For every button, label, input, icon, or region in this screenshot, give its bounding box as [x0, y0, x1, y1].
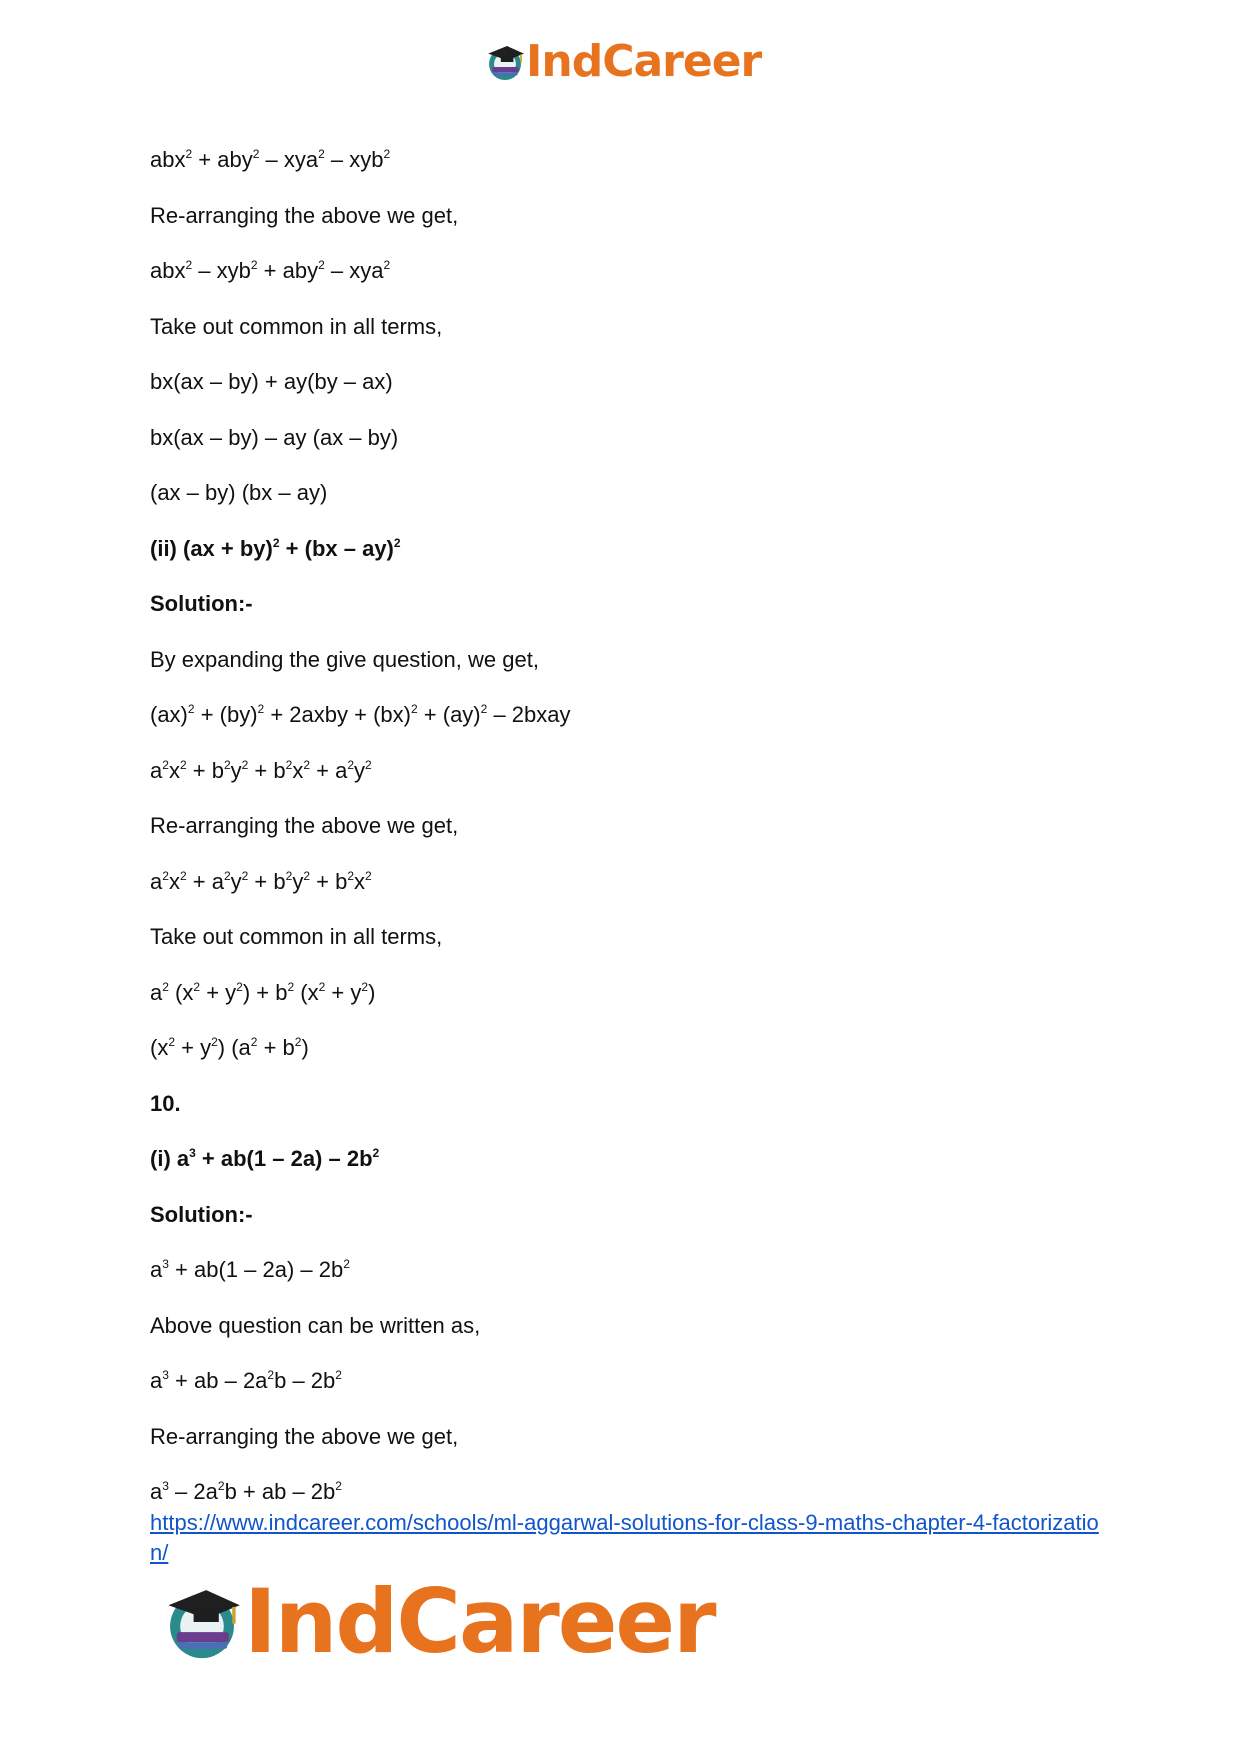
superscript: 2 [393, 535, 401, 550]
superscript: 3 [162, 1479, 169, 1493]
superscript: 2 [252, 147, 260, 161]
source-url-link[interactable]: https://www.indcareer.com/schools/ml-aggarwal-solutions-for-class-9-maths-chapter-4-factorization/ [150, 1510, 1099, 1565]
superscript: 2 [223, 757, 231, 772]
text-line [150, 757, 1110, 785]
text-run: + b [248, 868, 286, 894]
superscript: 2 [335, 1479, 342, 1493]
superscript: 2 [294, 1035, 302, 1049]
text-run: a [150, 1368, 163, 1393]
superscript: 2 [361, 979, 369, 994]
superscript: 2 [383, 258, 391, 272]
text-run: a [150, 979, 163, 1005]
text-run: a [150, 1479, 163, 1504]
superscript: 2 [185, 147, 193, 161]
text-line [150, 1478, 1110, 1506]
superscript: 2 [250, 1035, 258, 1049]
text-run: + (bx – ay) [279, 535, 394, 561]
text-run: + a [310, 757, 348, 783]
superscript: 2 [223, 868, 231, 883]
superscript: 2 [162, 757, 169, 772]
superscript: 2 [193, 979, 201, 994]
text-run: a [150, 757, 163, 783]
footer-logo [160, 1570, 715, 1673]
text-run: (ax – by) (bx – ay) [150, 480, 328, 505]
superscript: 3 [162, 1257, 169, 1271]
text-run: a [150, 868, 163, 894]
text-run: y [230, 757, 242, 783]
text-run: + b [248, 757, 286, 783]
text-line [150, 646, 1110, 674]
text-line [150, 257, 1110, 285]
text-run: 10. [150, 1090, 181, 1116]
text-run: – xyb [192, 258, 251, 283]
text-run: x [168, 868, 180, 894]
text-run: Above question can be written as, [150, 1312, 481, 1338]
text-run: Take out common in all terms, [150, 924, 443, 949]
superscript: 3 [189, 1146, 196, 1160]
superscript: 2 [179, 868, 187, 883]
superscript: 2 [383, 147, 391, 161]
superscript: 2 [211, 1035, 218, 1049]
text-line [150, 424, 1110, 452]
text-run: abx [150, 258, 186, 283]
superscript: 2 [347, 757, 354, 772]
superscript: 2 [410, 702, 418, 716]
text-line [150, 1423, 1110, 1451]
text-run: – 2a [168, 1479, 218, 1504]
superscript: 2 [365, 868, 372, 883]
text-run: (i) a [150, 1146, 190, 1171]
superscript: 2 [187, 702, 195, 716]
graduation-cap-book-icon [160, 1580, 244, 1664]
text-line [150, 923, 1110, 951]
text-run: – xya [324, 258, 384, 283]
text-run: + (by) [194, 702, 258, 727]
text-line [150, 368, 1110, 396]
footer-logo-text: IndCareer [244, 1570, 715, 1673]
text-run: + ab – 2a [168, 1368, 268, 1393]
text-run: x [168, 757, 180, 783]
text-line [150, 1090, 1110, 1118]
text-run: a [150, 1257, 163, 1282]
text-run: + 2axby + (bx) [264, 702, 411, 727]
text-line [150, 1256, 1110, 1284]
text-run: bx(ax – by) – ay (ax – by) [150, 424, 399, 450]
text-line [150, 1034, 1110, 1062]
superscript: 2 [285, 757, 293, 772]
text-run: (x [150, 1035, 169, 1060]
text-run: + a [186, 868, 224, 894]
superscript: 2 [343, 1257, 350, 1271]
text-line [150, 1201, 1110, 1229]
text-run: b + ab – 2b [224, 1479, 336, 1504]
text-run: bx(ax – by) + ay(by – ax) [150, 369, 393, 394]
superscript: 2 [257, 702, 265, 716]
text-run: – xya [259, 147, 319, 172]
text-line [150, 1367, 1110, 1395]
text-run: y [354, 757, 365, 783]
superscript: 2 [318, 258, 325, 272]
text-run: (x [168, 979, 194, 1005]
text-line [150, 1145, 1110, 1173]
text-run: + (ay) [417, 702, 481, 727]
text-run: ) (a [217, 1035, 251, 1060]
superscript: 2 [236, 979, 243, 994]
superscript: 2 [480, 702, 488, 716]
text-run: – xyb [324, 147, 384, 172]
graduation-cap-book-icon [484, 41, 526, 83]
superscript: 2 [287, 979, 295, 994]
superscript: 2 [267, 1368, 275, 1382]
text-line [150, 812, 1110, 840]
document-body [150, 146, 1110, 1534]
text-run: + y [325, 979, 362, 1005]
superscript: 2 [318, 147, 325, 161]
text-run: Solution:- [150, 591, 253, 616]
text-line [150, 590, 1110, 618]
text-run: Re-arranging the above we get, [150, 813, 459, 838]
superscript: 2 [162, 868, 169, 883]
text-run: + y [175, 1035, 212, 1060]
text-run: Re-arranging the above we get, [150, 202, 459, 228]
text-run: + aby [192, 147, 253, 172]
text-run: + b [257, 1035, 295, 1060]
text-run: abx [150, 147, 186, 172]
superscript: 2 [185, 258, 193, 272]
superscript: 2 [285, 868, 293, 883]
superscript: 3 [162, 1368, 169, 1382]
superscript: 2 [162, 979, 169, 994]
text-line [150, 535, 1110, 563]
text-run: ) [368, 979, 376, 1005]
superscript: 2 [250, 258, 258, 272]
superscript: 2 [241, 868, 249, 883]
superscript: 2 [347, 868, 354, 883]
superscript: 2 [303, 757, 310, 772]
text-line [150, 868, 1110, 896]
superscript: 2 [168, 1035, 176, 1049]
text-run: + ab(1 – 2a) – 2b [168, 1257, 344, 1282]
text-line [150, 1312, 1110, 1340]
superscript: 2 [318, 979, 326, 994]
text-run: b – 2b [274, 1368, 336, 1393]
text-line [150, 146, 1110, 174]
superscript: 2 [372, 1146, 380, 1160]
superscript: 2 [179, 757, 187, 772]
superscript: 2 [272, 535, 280, 550]
text-run: Take out common in all terms, [150, 313, 443, 339]
text-run: (ax) [150, 702, 188, 727]
text-run: (ii) (ax + by) [150, 535, 273, 561]
text-run: y [292, 868, 304, 894]
text-run: x [292, 757, 304, 783]
text-line [150, 202, 1110, 230]
superscript: 2 [335, 1368, 342, 1382]
text-run: + b [186, 757, 224, 783]
text-run: Re-arranging the above we get, [150, 1423, 459, 1449]
text-run: + b [310, 868, 348, 894]
text-run: Solution:- [150, 1201, 253, 1227]
text-run: (x [294, 979, 319, 1005]
superscript: 2 [365, 757, 372, 772]
text-run: By expanding the give question, we get, [150, 646, 539, 672]
text-run: + aby [257, 258, 319, 283]
text-line [150, 313, 1110, 341]
text-line [150, 479, 1110, 507]
text-line [150, 979, 1110, 1007]
text-line [150, 701, 1110, 729]
text-run: y [230, 868, 242, 894]
text-run: ) + b [242, 979, 288, 1005]
superscript: 2 [217, 1479, 225, 1493]
header-logo [484, 36, 762, 87]
text-run: ) [301, 1035, 309, 1060]
text-run: x [354, 868, 365, 894]
text-run: – 2bxay [487, 702, 571, 727]
header-logo-text: IndCareer [526, 36, 762, 87]
superscript: 2 [303, 868, 310, 883]
text-run: + ab(1 – 2a) – 2b [195, 1146, 373, 1171]
text-run: + y [200, 979, 237, 1005]
superscript: 2 [241, 757, 249, 772]
